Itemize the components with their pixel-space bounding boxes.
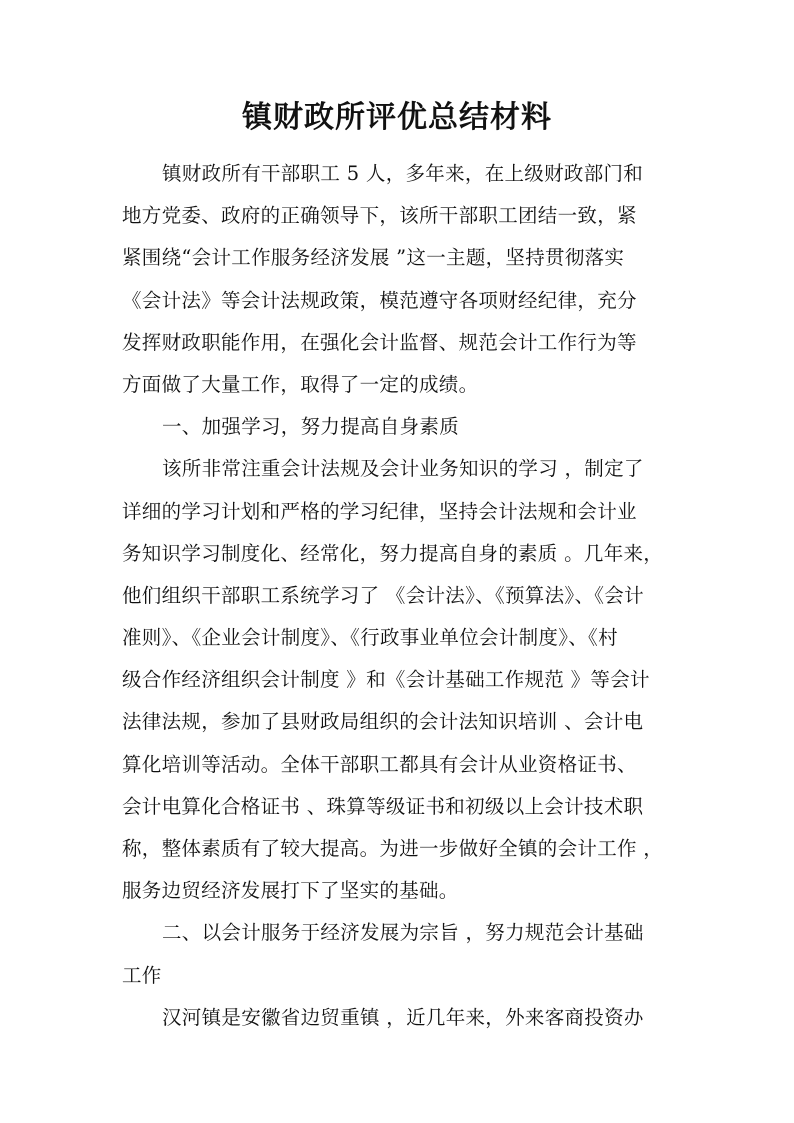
text-line: 级合作经济组织会计制度 》和《会计基础工作规范 》等会计 [122,668,650,692]
document-title: 镇财政所评优总结材料 [242,100,552,135]
text-line: 算化培训等活动。全体干部职工都具有会计从业资格证书、 [122,752,637,776]
text-line: 发挥财政职能作用，在强化会计监督、规范会计工作行为等 [122,330,637,354]
document-body [122,153,682,1039]
text-line: 方面做了大量工作，取得了一定的成绩。 [122,372,479,396]
text-line: 称，整体素质有了较大提高。为进一步做好全镇的会计工作 ， [122,837,664,860]
text-line: 他们组织干部职工系统学习了 《会计法》、《预算法》、《会计 [122,583,644,607]
text-line: 法律法规，参加了县财政局组织的会计法知识培训 、会计电 [122,710,644,734]
text-line: 服务边贸经济发展打下了坚实的基础。 [122,879,459,903]
section-heading: 一、加强学习，努力提高自身素质 [162,415,460,439]
section-heading-continuation: 工作 [122,963,162,987]
text-line: 务知识学习制度化、经常化，努力提高自身的素质 。几年来， [122,541,664,565]
text-line: 该所非常注重会计法规及会计业务知识的学习 ，制定了 [162,457,644,481]
text-line: 准则》、《企业会计制度》、《行政事业单位会计制度》、《村 [122,626,618,650]
text-line: 详细的学习计划和严格的学习纪律，坚持会计法规和会计业 [122,499,637,523]
section-heading: 二、以会计服务于经济发展为宗旨 ，努力规范会计基础 [162,921,644,945]
text-line: 紧围绕“会计工作服务经济发展 ”这一主题，坚持贯彻落实 [122,246,625,270]
text-line: 会计电算化合格证书 、珠算等级证书和初级以上会计技术职 [122,794,644,818]
text-line: 镇财政所有干部职工 5 人，多年来，在上级财政部门和 [162,162,644,185]
text-line: 地方党委、政府的正确领导下，该所干部职工团结一致，紧 [122,204,637,228]
text-line: 汉河镇是安徽省边贸重镇 ，近几年来，外来客商投资办 [162,1005,644,1029]
text-line: 《会计法》等会计法规政策，模范遵守各项财经纪律，充分 [122,288,637,312]
